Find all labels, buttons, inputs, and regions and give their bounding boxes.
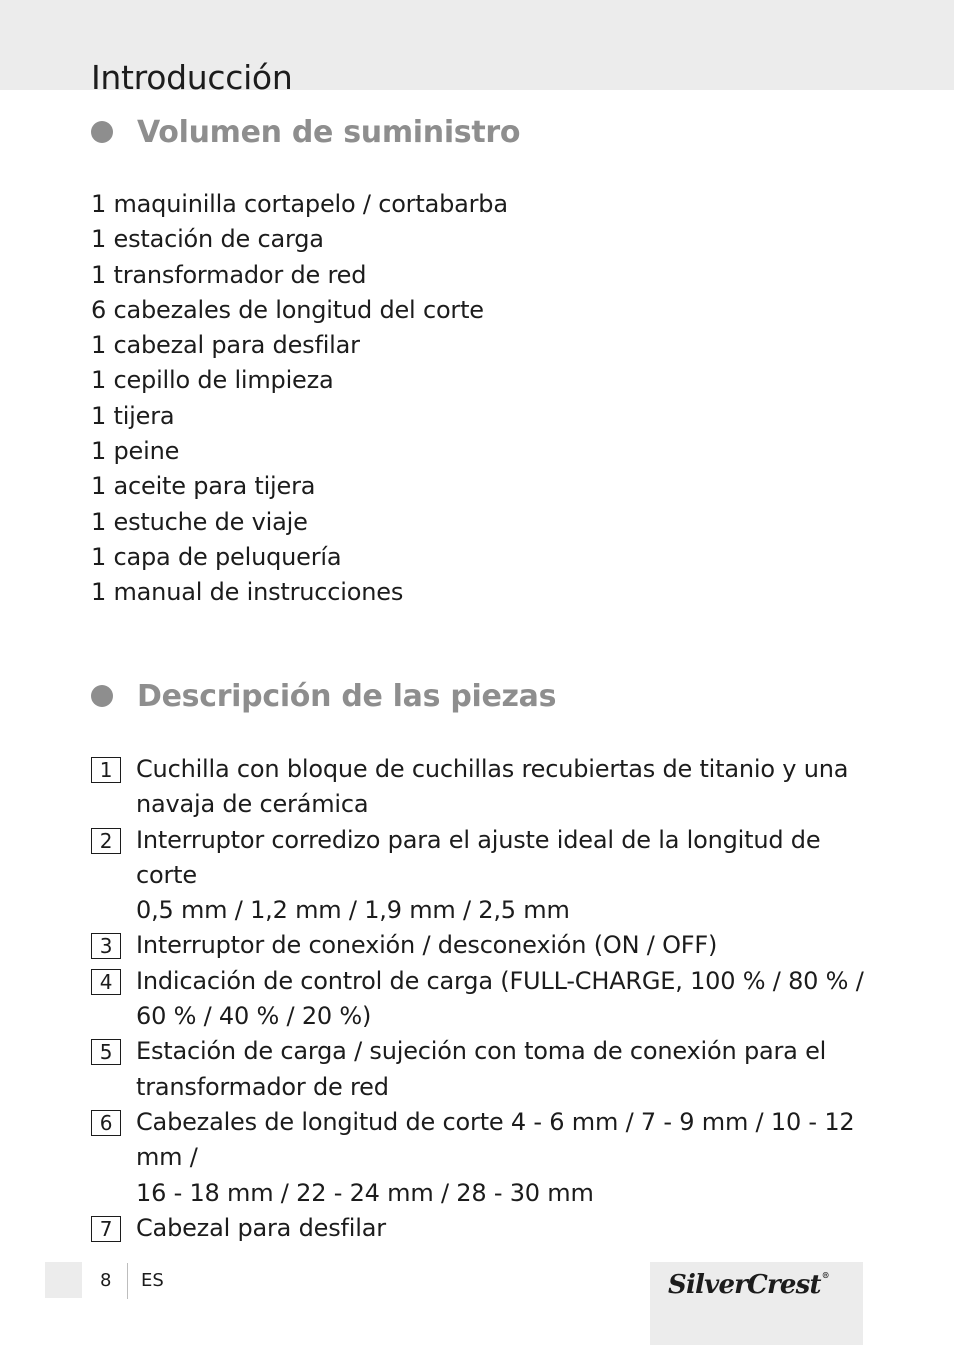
footer-marker [45, 1262, 82, 1298]
supply-item: 1 manual de instrucciones [91, 578, 404, 607]
brand-name: SilverCrest [668, 1270, 821, 1300]
registered-mark: ® [821, 1270, 829, 1280]
part-number-badge: 7 [91, 1216, 121, 1242]
part-description-line: Interruptor corredizo para el ajuste ideal de la longitud de corte [136, 825, 821, 889]
bullet-dot-icon [91, 685, 113, 707]
supply-item: 1 estación de carga [91, 225, 324, 254]
part-number-badge: 1 [91, 757, 121, 783]
supply-item: 1 aceite para tijera [91, 472, 316, 501]
part-description-line: Cabezal para desfilar [136, 1213, 386, 1242]
supply-item: 1 maquinilla cortapelo / cortabarba [91, 190, 508, 218]
supply-list [91, 187, 508, 611]
language-code: ES [141, 1270, 164, 1291]
part-description-line: Cabezales de longitud de corte 4 - 6 mm / 7 - 9 mm / 10 - 12 mm / [136, 1107, 855, 1172]
bullet-dot-icon [91, 121, 113, 143]
part-item-2 [91, 823, 871, 929]
part-description-line: 0,5 mm / 1,2 mm / 1,9 mm / 2,5 mm [136, 896, 570, 925]
part-item-1 [91, 752, 871, 823]
part-description-line: Indicación de control de carga (FULL-CHARGE, 100 % / 80 % / [136, 966, 864, 995]
supply-item: 1 capa de peluquería [91, 542, 342, 571]
part-item-3 [91, 928, 871, 963]
part-description-line: 16 - 18 mm / 22 - 24 mm / 28 - 30 mm [136, 1178, 594, 1207]
brand-logo [668, 1270, 829, 1300]
part-number-badge: 3 [91, 933, 121, 959]
part-number-badge: 2 [91, 828, 121, 854]
supply-item: 1 cepillo de limpieza [91, 366, 334, 395]
part-description-line: Interruptor de conexión / desconexión (ON / OFF) [136, 931, 718, 960]
part-number-badge: 5 [91, 1039, 121, 1065]
part-item-6 [91, 1105, 871, 1211]
footer-divider [127, 1263, 128, 1299]
part-description-line: navaja de cerámica [136, 790, 369, 819]
part-item-7 [91, 1211, 871, 1246]
part-description-line: 60 % / 40 % / 20 %) [136, 1002, 372, 1031]
part-item-4 [91, 964, 871, 1035]
part-description-line: transformador de red [136, 1072, 389, 1101]
part-item-5 [91, 1034, 871, 1105]
supply-item: 6 cabezales de longitud del corte [91, 295, 484, 324]
parts-list [91, 752, 871, 1246]
part-description-line: Estación de carga / sujeción con toma de conexión para el [136, 1037, 827, 1066]
section-title-supply: Volumen de suministro [137, 114, 521, 150]
brand-box [650, 1262, 863, 1345]
supply-item: 1 transformador de red [91, 260, 367, 289]
supply-item: 1 tijera [91, 401, 175, 430]
page-number: 8 [100, 1270, 112, 1291]
section-heading-supply [91, 112, 520, 152]
supply-item: 1 estuche de viaje [91, 507, 308, 536]
supply-item: 1 peine [91, 437, 180, 466]
part-number-badge: 6 [91, 1110, 121, 1136]
section-heading-parts [91, 676, 556, 716]
page-title: Introducción [91, 58, 293, 98]
supply-item: 1 cabezal para desfilar [91, 331, 360, 360]
section-title-parts: Descripción de las piezas [137, 678, 557, 714]
part-description-line: Cuchilla con bloque de cuchillas recubiertas de titanio y una [136, 755, 849, 783]
part-number-badge: 4 [91, 969, 121, 995]
